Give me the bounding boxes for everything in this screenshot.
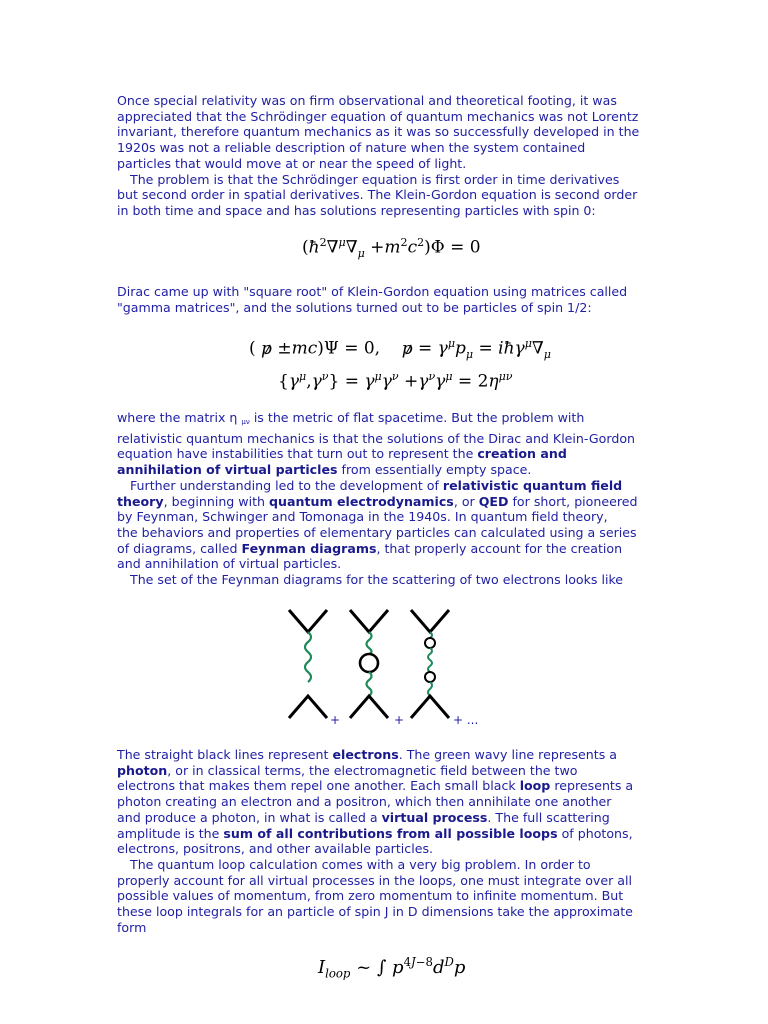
text-line: these loop integrals for an particle of spin J in D dimensions take the approximate (117, 904, 633, 920)
two-loop-diagram (411, 610, 449, 718)
text-line: possible values of momentum, from zero momentum to infinite momentum. But (117, 888, 624, 904)
text-line (117, 541, 657, 557)
text-line: Dirac came up with "square root" of Klein-Gordon equation using matrices called (117, 284, 628, 299)
text-line: The quantum loop calculation comes with a very big problem. In order to (130, 856, 591, 872)
text-span: equation have instabilities that turn out to represent the (117, 446, 474, 462)
text-span: where the matrix (117, 410, 226, 425)
text-line (117, 410, 657, 431)
electron-line (289, 610, 327, 632)
bold-term: photon (117, 762, 168, 778)
eta-subscript: μν (241, 418, 250, 426)
electron-line (350, 610, 388, 632)
text-line (117, 494, 657, 510)
text-line: electrons, positrons, and other available particles. (117, 841, 434, 857)
text-span: . The full scattering (487, 809, 610, 825)
text-span: , or (453, 493, 475, 509)
bold-term: QED (478, 493, 509, 509)
text-line: The problem is that the Schrödinger equation is first order in time derivatives (130, 171, 620, 187)
electron-line (411, 696, 449, 718)
eta-symbol: η (229, 410, 238, 425)
text-line: in both time and space and has solutions representing particles with spin 0: (117, 202, 596, 218)
text-span: , or in classical terms, the electromagnetic field between the two (167, 762, 578, 778)
bold-term: theory (117, 493, 164, 509)
plus-sign: + (330, 713, 341, 727)
bold-term: sum of all contributions from all possible loops (223, 825, 558, 841)
text-line: 1920s was not a reliable description of nature when the system contained (117, 140, 586, 156)
text-span: of diagrams, called (117, 540, 238, 556)
bold-term: virtual process (381, 809, 488, 825)
text-line: appreciated that the Schrödinger equation of quantum mechanics was not Lorentz (117, 108, 639, 124)
qft-paragraph (117, 410, 657, 588)
photon-wavy-line (305, 632, 311, 682)
text-line (117, 778, 657, 794)
one-loop-diagram (350, 610, 388, 718)
loop-integral-equation: $I_{loop}$ ~ ∫ $p^{4J-8}d^Dp$ (318, 955, 466, 981)
bold-term: loop (519, 778, 551, 794)
photon-wavy-line (428, 648, 432, 672)
bold-term: creation and (477, 446, 567, 462)
text-span: electrons that makes them repel one another. Each small black (117, 778, 516, 794)
diagram-explanation-paragraph (117, 747, 657, 935)
text-line: properly account for all virtual processes in the loops, one must integrate over all (117, 872, 633, 888)
text-span: represents a (554, 778, 634, 794)
text-line: the behaviors and properties of elementary particles can calculated using a series (117, 524, 637, 540)
electron-line (289, 696, 327, 718)
text-line (117, 446, 657, 462)
text-span: amplitude is the (117, 825, 220, 841)
klein-gordon-equation: $(ħ^2\nabla^\mu\nabla_\mu +m^2c^2)\Phi = 0$ (302, 236, 481, 261)
text-line: and annihilation of virtual particles. (117, 556, 342, 572)
intro-paragraph (117, 93, 657, 219)
bold-term: electrons (332, 747, 399, 762)
text-line: by Feynman, Schwinger and Tomonaga in the 1940s. In quantum field theory, (117, 509, 608, 525)
text-line (117, 747, 657, 763)
bold-term: Feynman diagrams (241, 540, 377, 556)
dirac-equation: ( p ±mc)Ψ = 0, $p = \gamma^\mu p_\mu$ = $iħ\gamma^\mu\nabla_\mu$ (249, 337, 551, 362)
bold-term: quantum electrodynamics (269, 493, 454, 509)
text-span: Further understanding led to the development of (130, 477, 439, 493)
text-line: photon creating an electron and a positron, which then annihilate one another (117, 794, 612, 810)
text-span: for short, pioneered (512, 493, 638, 509)
photon-wavy-line (367, 632, 372, 654)
text-span: , that properly account for the creation (376, 540, 623, 556)
dirac-paragraph (117, 284, 657, 315)
text-line (117, 810, 657, 826)
gamma-anticommutator-equation: $\{\gamma^\mu,\gamma^\nu\} = \gamma^\mu\gamma^\nu +\gamma^\nu\gamma^\mu = 2\eta^{\mu\nu}$ (278, 370, 513, 392)
photon-wavy-line (428, 682, 432, 696)
text-line (117, 826, 657, 842)
text-line: The set of the Feynman diagrams for the scattering of two electrons looks like (130, 572, 624, 588)
text-span: . The green wavy line represents a (398, 747, 617, 762)
text-line: relativistic quantum mechanics is that the solutions of the Dirac and Klein-Gordon (117, 430, 636, 446)
photon-wavy-line (430, 632, 432, 638)
text-line: "gamma matrices", and the solutions turned out to be particles of spin 1/2: (117, 299, 592, 315)
text-line (117, 462, 657, 478)
electron-line (411, 610, 449, 632)
plus-sign: + (394, 713, 405, 727)
photon-wavy-line (367, 672, 372, 696)
text-line (117, 763, 657, 779)
text-span: of photons, (561, 825, 633, 841)
text-line: Once special relativity was on firm observational and theoretical footing, it was (117, 93, 617, 108)
text-line: but second order in spatial derivatives. The Klein-Gordon equation is second order (117, 187, 638, 203)
text-line (117, 478, 657, 494)
text-line: invariant, therefore quantum mechanics as it was so successfully developed in the (117, 124, 640, 140)
text-span: The straight black lines represent (117, 747, 329, 762)
text-span: is the metric of flat spacetime. But the problem with (253, 410, 585, 425)
plus-ellipsis: + ... (453, 713, 479, 727)
bold-term: annihilation of virtual particles (117, 462, 338, 478)
tree-level-diagram (289, 610, 327, 718)
text-line: particles that would move at or near the speed of light. (117, 155, 467, 171)
text-span: from essentially empty space. (341, 462, 532, 478)
text-span: and produce a photon, in what is called a (117, 809, 378, 825)
loop (425, 638, 435, 648)
loop (360, 654, 378, 672)
electron-line (350, 696, 388, 718)
loop (425, 672, 435, 682)
text-line: form (117, 919, 147, 935)
bold-term: relativistic quantum field (442, 477, 623, 493)
text-span: , beginning with (163, 493, 266, 509)
